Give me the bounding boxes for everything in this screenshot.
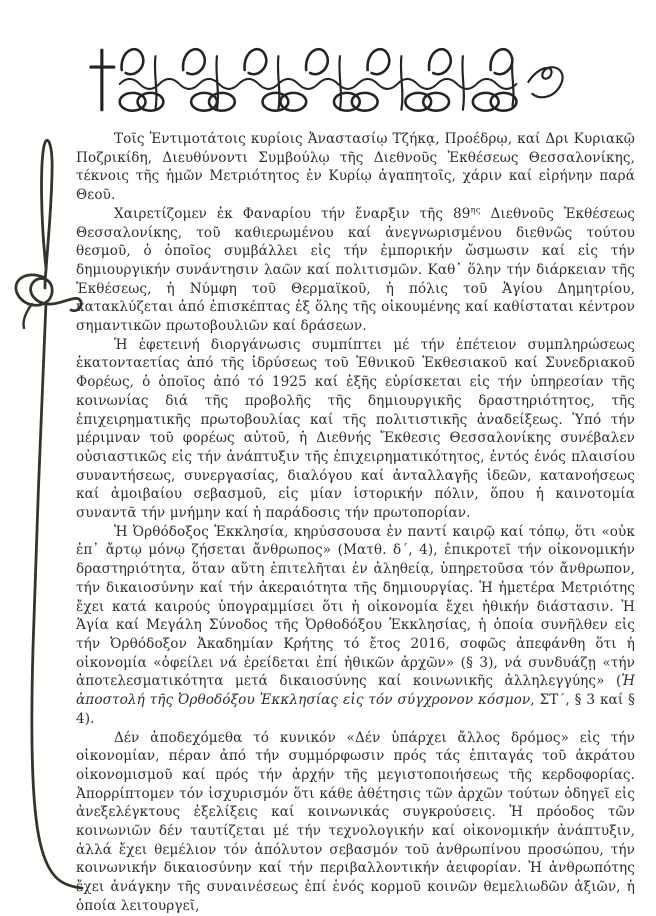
text-segment: Τοῖς Ἐντιμοτάτοις κυρίοις Ἀναστασίῳ Τζήκᾳ, Προέδρῳ, καί Δρι Κυριακῷ Ποζρικίδη, Διευθύνοντι Συμβούλῳ τῆς Διεθνοῦς Ἐκθέσεως Θεσσαλονίκης, τέκνοις τῆς ἡμῶν Μετριότητος ἐν Κυρίῳ ἀγαπητοῖς, χάριν καί εἰρήνην παρά Θεοῦ. [76,131,635,204]
text-segment: Ἡ Ὀρθόδοξος Ἐκκλησία, κηρύσσουσα ἐν παντί καιρῷ καί τόπῳ, ὅτι «οὐκ ἐπ᾽ ἄρτῳ μόνῳ ζήσεται ἄνθρωπος» (Ματθ. δ΄, 4), ἐπικροτεῖ τήν οἰκονομικήν δραστηριότητα, ὅταν αὕτη ἐπιτελῆται ἐν ἀληθείᾳ, ὑπηρετοῦσα τόν ἄνθρωπον, τήν δικαιοσύνην καί τήν ἀκεραιότητα τῆς δημιουργίας. Ἡ ἡμετέρα Μετριότης ἔχει κατά καιρούς ὑπογραμμίσει ὅτι ἡ οἰκονομία ἔχει ἠθικήν διάστασιν. Ἡ Ἁγία καί Μεγάλη Σύνοδος τῆς Ὀρθοδόξου Ἐκκλησίας, ἡ ὁποία συνῆλθεν εἰς τήν Ὀρθόδοξον Ἀκαδημίαν Κρήτης τό ἔτος 2016, σοφῶς ἀπεφάνθη ὅτι ἡ οἰκονομία «ὀφείλει νά ἐρείδεται ἐπί ἠθικῶν ἀρχῶν» (§ 3), νά συνδυάζῃ «τήν ἀποτελεσματικότητα μετά δικαιοσύνης καί κοινωνικῆς ἀλληλεγγύης» ( [76,523,635,690]
monocondyle-signature-icon [86,28,572,124]
text-segment: Ἡ ἐφετεινή διοργάνωσις συμπίπτει μέ τήν ἐπέτειον συμπληρώσεως ἑκατονταετίας ἀπό τῆς ἱδρύσεως τοῦ Ἐθνικοῦ Ἐκθεσιακοῦ καί Συνεδριακοῦ Φορέως, ὁ ὁποῖος ἀπό τό 1925 καί ἑξῆς εὑρίσκεται εἰς τήν ὑπηρεσίαν τῆς κοινωνίας διά τῆς προβολῆς τῆς δημιουργικῆς δραστηριότητος, τῆς ἐπιχειρηματικῆς πρωτοβουλίας καί τῆς πολιτιστικῆς ἀναδείξεως. Ὑπό τήν μέριμναν τοῦ φορέως αὐτοῦ, ἡ Διεθνής Ἔκθεσις Θεσσαλονίκης συνέβαλεν οὐσιαστικῶς εἰς τήν ἀνάπτυξιν τῆς ἐπιχειρηματικότητος, ἐντός ἑνός πλαισίου συναντήσεως, συνεργασίας, διαλόγου καί ἀνταλλαγῆς ἰδεῶν, κατανοήσεως καί ἀμοιβαίου σεβασμοῦ, εἰς μίαν ἱστορικήν πόλιν, ὅπου ἡ καινοτομία συναντᾶ τήν μνήμην καί ἡ παράδοσις τήν πρωτοπορίαν. [76,336,635,522]
body-text [76,130,635,916]
text-segment: Χαιρετίζομεν ἐκ Φαναρίου τήν ἔναρξιν τῆς 89 [114,205,471,222]
paragraph [76,336,635,523]
paragraph [76,130,635,205]
patriarchal-signature-calligraphy-icon [86,28,572,124]
paragraph [76,729,635,916]
paragraph [76,205,635,336]
text-segment: Διεθνοῦς Ἐκθέσεως Θεσσαλονίκης, τοῦ καθιερωμένου καί ἀνεγνωρισμένου διεθνῶς τούτου θεσμοῦ, ὁ ὁποῖος συμβάλλει εἰς τήν ἐμπορικήν ὤσμωσιν καί εἰς τήν δημιουργικήν συνάντησιν λαῶν καί πολιτισμῶν. Καθ᾽ ὅλην τήν διάρκειαν τῆς Ἐκθέσεως, ἡ Νύμφη τοῦ Θερμαϊκοῦ, ἡ πόλις τοῦ Ἁγίου Δημητρίου, κατακλύζεται ἀπό ἐπισκέπτας ἐξ ὅλης τῆς οἰκουμένης καί καθίσταται κέντρον σημαντικῶν πρωτοβουλιῶν καί δράσεων. [76,205,635,335]
text-segment: Δέν ἀποδεχόμεθα τό κυνικόν «Δέν ὑπάρχει ἄλλος δρόμος» εἰς τήν οἰκονομίαν, πέραν ἀπό τήν συμμόρφωσιν πρός τάς ἐπιταγάς τοῦ ἀκράτου οἰκονομισμοῦ καί πρός τήν ἀρχήν τῆς μεγιστοποιήσεως τῆς κερδοφορίας. Ἀπορρίπτομεν τόν ἰσχυρισμόν ὅτι κάθε ἀθέτησις τῶν ἀρχῶν τούτων ὁδηγεῖ εἰς ἀνεξελέγκτους ἐξελίξεις καί κοινωνικάς συγκρούσεις. Ἡ πρόοδος τῶν κοινωνιῶν δέν ταυτίζεται μέ τήν τεχνολογικήν καί οἰκονομικήν ἀνάπτυξιν, ἀλλά ἔχει θεμέλιον τόν ἀπόλυτον σεβασμόν τοῦ ἀνθρωπίνου προσώπου, τήν κοινωνικήν δικαιοσύνην καί τήν περιβαλλοντικήν ἀειφορίαν. Ἡ ἀνθρωπότης ἔχει ἀνάγκην τῆς συναινέσεως ἐπί ἑνός κορμοῦ κοινῶν θεμελιωδῶν ἀξιῶν, ἡ ὁποία λειτουργεῖ, [76,729,635,914]
text-segment-sup: ης [470,205,481,216]
text-segment-italic: Ἡ ἀποστολή τῆς Ὀρθοδόξου Ἐκκλησίας εἰς τόν σύγχρονον κόσμον [76,673,635,709]
paragraph [76,523,635,729]
text-segment: , ΣΤ΄, § 3 καί § 4). [76,692,635,727]
